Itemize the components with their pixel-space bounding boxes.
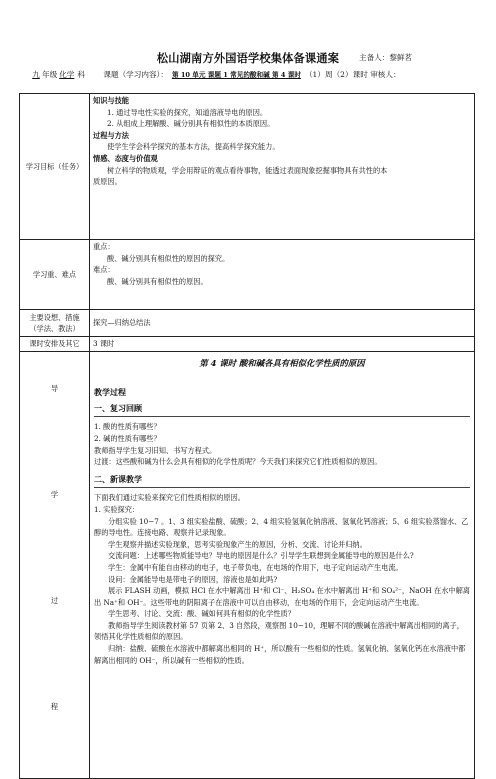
process-label-char: 过 <box>50 595 59 605</box>
knowledge-item: 1. 通过导电性实验的探究，知道溶液导电的原因。 <box>107 107 268 117</box>
review-item: 2. 碱的性质有哪些？ <box>94 433 161 443</box>
subject-value: 化学 <box>59 70 75 79</box>
meta-row <box>30 69 475 80</box>
new-item: 交流问题：上述哪些物质能导电？导电的原因是什么？引导学生联想到金属能导电的原因是什么? <box>108 551 414 561</box>
hours-label: 课时安排及其它 <box>20 337 90 352</box>
process-row <box>20 351 475 778</box>
new-item: 学生：金属中有能自由移动的电子，电子带负电，在电场的作用下，电子定向运动产生电流。 <box>108 562 403 572</box>
values-item: 树立科学的物质观，学会用辩证的观点看待事物，能透过表面现象挖掘事物具有共性的本 <box>107 165 388 175</box>
knowledge-item: 2. 从组成上理解酸、碱分别具有相似性的本质原因。 <box>107 119 275 129</box>
process-content <box>90 351 475 778</box>
preparer: 主备人：黎鲜茗 <box>359 53 413 62</box>
goals-row <box>20 94 475 240</box>
review-item: 1. 酸的性质有哪些？ <box>94 422 161 432</box>
values-heading: 情感、态度与价值观 <box>93 153 158 163</box>
topic-label: 课题（学习内容）： <box>103 70 168 79</box>
lesson-plan-table <box>19 93 475 779</box>
subject-label: 科 <box>77 70 85 79</box>
review-item: 教师指导学生复习旧知、书写方程式。 <box>94 445 217 455</box>
method-item: 使学生学会科学探究的基本方法，提高科学探究能力。 <box>107 142 280 152</box>
new-item: 学生观察并描述实验现象，思考实验现象产生的原因，分析、交流、讨论并归纳。 <box>108 539 367 549</box>
process-label-char: 导 <box>50 383 59 393</box>
keypoint-item: 酸、碱分别具有相似性的原因的探究。 <box>107 253 230 263</box>
difficulty-heading: 难点： <box>93 265 115 275</box>
title-row <box>0 50 496 66</box>
process-label <box>20 351 90 778</box>
new-item: 1. 实验探究： <box>94 504 140 514</box>
methods-value: 探究—归纳总结法 <box>90 310 475 337</box>
section-divider <box>94 487 470 488</box>
methods-label-line1: 主要设想、措施 <box>29 313 80 322</box>
new-item: 设问：金属能导电是带电子的原因，溶液也是如此吗? <box>108 574 278 584</box>
week-hours: （1）周（2）课时 审核人： <box>304 70 401 79</box>
difficulty-item: 酸、碱分别具有相似性的原因。 <box>107 276 208 286</box>
knowledge-heading: 知识与技能 <box>93 96 129 105</box>
new-item: 教师指导学生阅读教材第 57 页第 2、3 自然段，观察图 10−10，理解不同的酸碱在溶液中解离出相同的离子，领悟其化学性质相似的原因。 <box>94 620 464 642</box>
methods-label-line2: （学法、教法） <box>29 324 80 333</box>
section-new-heading: 二、新课教学 <box>94 473 142 484</box>
keypoints-label: 学习重、难点 <box>20 240 90 310</box>
school-title: 松山湖南方外国语学校集体备课通案 <box>156 51 340 65</box>
process-label-char: 学 <box>50 489 59 499</box>
hours-row <box>20 337 475 352</box>
grade-value: 九 <box>32 70 40 79</box>
grade-label: 年级 <box>42 70 58 79</box>
teaching-process-heading: 教学过程 <box>94 387 126 398</box>
values-item-cont: 质原因。 <box>93 177 122 187</box>
methods-label <box>20 310 90 337</box>
keypoints-row <box>20 240 475 310</box>
new-item: 展示 FLASH 动画，模拟 HCl 在水中解离出 H⁺和 Cl⁻、H₂SO₄ 在水中解离出 H⁺和 SO₄²⁻，NaOH 在水中解离出 Na⁺和 OH⁻。这些带电的阴阳离子在溶液中可以自由移动，在电场的作用下，会定向运动产生电流。 <box>94 586 470 607</box>
transition-text: 过渡：这些酸和碱为什么会具有相似的化学性质呢？今天我们来探究它们性质相似的原因。 <box>94 457 382 467</box>
process-label-char: 程 <box>50 701 59 711</box>
hours-value: 3 课时 <box>90 337 475 352</box>
methods-row <box>20 310 475 337</box>
new-item: 分组实验 10−7 。1、3 组实验盐酸、硫酸；2、4 组实验氢氧化钠溶液、氢氧化钙溶液；5、6 组实验蒸馏水、乙醇的导电性。连接电路、观察并记录现象。 <box>94 516 469 538</box>
goals-content <box>90 94 475 240</box>
topic-value: 第 10 单元 课题 1 常见的酸和碱 第 4 课时 <box>171 71 301 79</box>
section-divider <box>94 416 470 417</box>
keypoint-heading: 重点： <box>93 242 115 251</box>
section-review-heading: 一、复习回顾 <box>94 402 142 413</box>
method-heading: 过程与方法 <box>93 130 129 140</box>
keypoints-content <box>90 240 475 310</box>
new-item: 下面我们通过实验来探究它们性质相似的原因。 <box>94 493 245 503</box>
new-item: 归纳：盐酸、硫酸在水溶液中都解离出相同的 H⁺，所以酸有一些相似的性质。氢氧化钠、氢氧化钙在水溶液中都解离出相同的 OH⁻，所以碱有一些相似的性质。 <box>94 644 466 665</box>
new-item: 学生思考、讨论、交流：酸、碱如何具有相似的化学性质？ <box>108 609 295 619</box>
goals-label: 学习目标（任务） <box>20 94 90 240</box>
lesson-title: 第 4 课时 酸和碱各具有相似化学性质的原因 <box>199 357 365 368</box>
